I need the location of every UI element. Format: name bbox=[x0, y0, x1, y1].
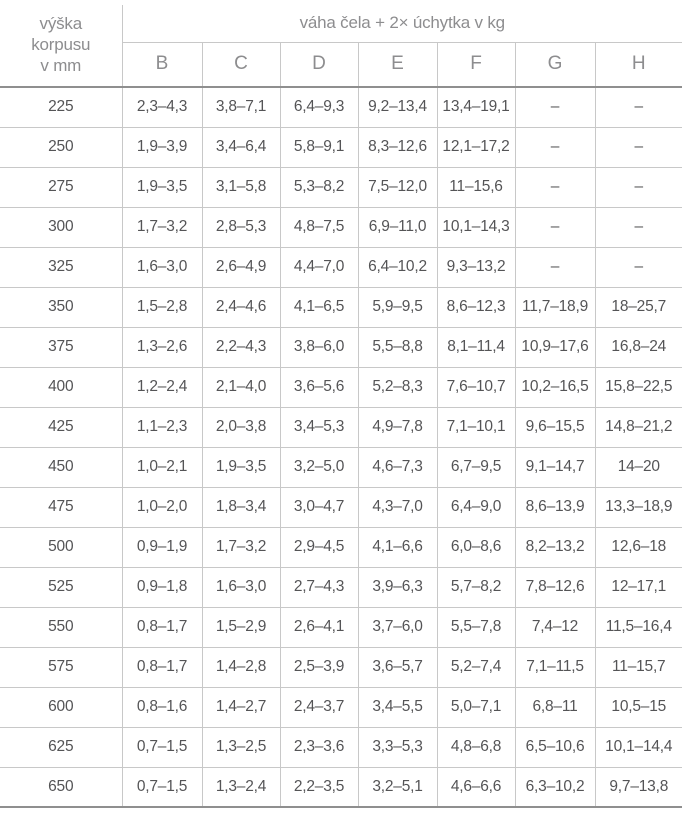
table-row bbox=[0, 287, 682, 327]
cell-225-F: 13,4–19,1 bbox=[437, 87, 515, 127]
row-header-height: 550 bbox=[0, 607, 122, 647]
cell-525-D: 2,7–4,3 bbox=[280, 567, 358, 607]
cell-475-H: 13,3–18,9 bbox=[595, 487, 682, 527]
cell-550-H: 11,5–16,4 bbox=[595, 607, 682, 647]
cell-350-F: 8,6–12,3 bbox=[437, 287, 515, 327]
cell-250-H: – bbox=[595, 127, 682, 167]
table-row bbox=[0, 527, 682, 567]
cell-250-B: 1,9–3,9 bbox=[122, 127, 202, 167]
cell-525-G: 7,8–12,6 bbox=[515, 567, 595, 607]
cell-450-C: 1,9–3,5 bbox=[202, 447, 280, 487]
cell-225-D: 6,4–9,3 bbox=[280, 87, 358, 127]
row-header-height: 400 bbox=[0, 367, 122, 407]
table-row bbox=[0, 487, 682, 527]
row-header-height: 375 bbox=[0, 327, 122, 367]
cell-350-D: 4,1–6,5 bbox=[280, 287, 358, 327]
cell-525-H: 12–17,1 bbox=[595, 567, 682, 607]
column-header-D: D bbox=[280, 42, 358, 87]
cell-475-B: 1,0–2,0 bbox=[122, 487, 202, 527]
cell-600-E: 3,4–5,5 bbox=[358, 687, 437, 727]
cell-625-F: 4,8–6,8 bbox=[437, 727, 515, 767]
cell-550-C: 1,5–2,9 bbox=[202, 607, 280, 647]
cell-400-B: 1,2–2,4 bbox=[122, 367, 202, 407]
cell-225-H: – bbox=[595, 87, 682, 127]
cell-300-F: 10,1–14,3 bbox=[437, 207, 515, 247]
cell-500-G: 8,2–13,2 bbox=[515, 527, 595, 567]
row-header-height: 225 bbox=[0, 87, 122, 127]
cell-325-B: 1,6–3,0 bbox=[122, 247, 202, 287]
cell-650-B: 0,7–1,5 bbox=[122, 767, 202, 807]
table-row bbox=[0, 367, 682, 407]
row-header-height: 450 bbox=[0, 447, 122, 487]
cell-450-D: 3,2–5,0 bbox=[280, 447, 358, 487]
cell-325-H: – bbox=[595, 247, 682, 287]
cell-500-C: 1,7–3,2 bbox=[202, 527, 280, 567]
corner-header-line: korpusu bbox=[31, 35, 91, 55]
cell-375-D: 3,8–6,0 bbox=[280, 327, 358, 367]
cell-550-F: 5,5–7,8 bbox=[437, 607, 515, 647]
cell-275-F: 11–15,6 bbox=[437, 167, 515, 207]
cell-600-C: 1,4–2,7 bbox=[202, 687, 280, 727]
cell-300-C: 2,8–5,3 bbox=[202, 207, 280, 247]
row-header-height: 275 bbox=[0, 167, 122, 207]
cell-575-C: 1,4–2,8 bbox=[202, 647, 280, 687]
cell-425-E: 4,9–7,8 bbox=[358, 407, 437, 447]
cell-350-H: 18–25,7 bbox=[595, 287, 682, 327]
cell-450-G: 9,1–14,7 bbox=[515, 447, 595, 487]
cell-650-C: 1,3–2,4 bbox=[202, 767, 280, 807]
column-header-G: G bbox=[515, 42, 595, 87]
cell-500-E: 4,1–6,6 bbox=[358, 527, 437, 567]
cell-225-E: 9,2–13,4 bbox=[358, 87, 437, 127]
table-row bbox=[0, 407, 682, 447]
cell-250-D: 5,8–9,1 bbox=[280, 127, 358, 167]
table-row bbox=[0, 727, 682, 767]
span-header-weight: váha čela + 2× úchytka v kg bbox=[122, 5, 682, 42]
row-header-height: 425 bbox=[0, 407, 122, 447]
cell-525-C: 1,6–3,0 bbox=[202, 567, 280, 607]
table-row bbox=[0, 87, 682, 127]
cell-375-G: 10,9–17,6 bbox=[515, 327, 595, 367]
table-row bbox=[0, 447, 682, 487]
cell-375-C: 2,2–4,3 bbox=[202, 327, 280, 367]
cell-575-B: 0,8–1,7 bbox=[122, 647, 202, 687]
column-header-B: B bbox=[122, 42, 202, 87]
cell-475-F: 6,4–9,0 bbox=[437, 487, 515, 527]
cell-525-E: 3,9–6,3 bbox=[358, 567, 437, 607]
cell-575-D: 2,5–3,9 bbox=[280, 647, 358, 687]
cell-400-F: 7,6–10,7 bbox=[437, 367, 515, 407]
column-header-E: E bbox=[358, 42, 437, 87]
cell-225-G: – bbox=[515, 87, 595, 127]
cell-275-G: – bbox=[515, 167, 595, 207]
cell-275-H: – bbox=[595, 167, 682, 207]
cell-400-C: 2,1–4,0 bbox=[202, 367, 280, 407]
cell-650-F: 4,6–6,6 bbox=[437, 767, 515, 807]
cell-400-D: 3,6–5,6 bbox=[280, 367, 358, 407]
cell-350-E: 5,9–9,5 bbox=[358, 287, 437, 327]
cell-400-E: 5,2–8,3 bbox=[358, 367, 437, 407]
row-header-height: 600 bbox=[0, 687, 122, 727]
cell-275-B: 1,9–3,5 bbox=[122, 167, 202, 207]
cell-475-C: 1,8–3,4 bbox=[202, 487, 280, 527]
cell-575-G: 7,1–11,5 bbox=[515, 647, 595, 687]
cell-250-E: 8,3–12,6 bbox=[358, 127, 437, 167]
cell-275-C: 3,1–5,8 bbox=[202, 167, 280, 207]
column-header-H: H bbox=[595, 42, 682, 87]
cell-225-B: 2,3–4,3 bbox=[122, 87, 202, 127]
table-row bbox=[0, 767, 682, 807]
cell-550-D: 2,6–4,1 bbox=[280, 607, 358, 647]
column-header-C: C bbox=[202, 42, 280, 87]
cell-450-H: 14–20 bbox=[595, 447, 682, 487]
cell-300-B: 1,7–3,2 bbox=[122, 207, 202, 247]
cell-425-C: 2,0–3,8 bbox=[202, 407, 280, 447]
cell-625-G: 6,5–10,6 bbox=[515, 727, 595, 767]
table-row bbox=[0, 567, 682, 607]
cell-450-B: 1,0–2,1 bbox=[122, 447, 202, 487]
cell-500-D: 2,9–4,5 bbox=[280, 527, 358, 567]
row-header-height: 575 bbox=[0, 647, 122, 687]
table-header bbox=[0, 5, 682, 87]
cell-250-C: 3,4–6,4 bbox=[202, 127, 280, 167]
cell-600-B: 0,8–1,6 bbox=[122, 687, 202, 727]
cell-525-F: 5,7–8,2 bbox=[437, 567, 515, 607]
cell-400-G: 10,2–16,5 bbox=[515, 367, 595, 407]
column-header-F: F bbox=[437, 42, 515, 87]
cell-650-G: 6,3–10,2 bbox=[515, 767, 595, 807]
cell-225-C: 3,8–7,1 bbox=[202, 87, 280, 127]
row-header-height: 625 bbox=[0, 727, 122, 767]
cell-375-B: 1,3–2,6 bbox=[122, 327, 202, 367]
cell-625-D: 2,3–3,6 bbox=[280, 727, 358, 767]
row-header-height: 500 bbox=[0, 527, 122, 567]
cell-525-B: 0,9–1,8 bbox=[122, 567, 202, 607]
table-row bbox=[0, 127, 682, 167]
table-row bbox=[0, 647, 682, 687]
row-header-height: 250 bbox=[0, 127, 122, 167]
cell-425-G: 9,6–15,5 bbox=[515, 407, 595, 447]
row-header-height: 350 bbox=[0, 287, 122, 327]
weight-spec-table bbox=[0, 5, 682, 808]
cell-275-D: 5,3–8,2 bbox=[280, 167, 358, 207]
corner-header-line: výška bbox=[39, 14, 82, 34]
cell-600-F: 5,0–7,1 bbox=[437, 687, 515, 727]
table-row bbox=[0, 327, 682, 367]
cell-300-E: 6,9–11,0 bbox=[358, 207, 437, 247]
cell-300-H: – bbox=[595, 207, 682, 247]
cell-500-B: 0,9–1,9 bbox=[122, 527, 202, 567]
table-row bbox=[0, 687, 682, 727]
cell-350-B: 1,5–2,8 bbox=[122, 287, 202, 327]
cell-425-B: 1,1–2,3 bbox=[122, 407, 202, 447]
cell-375-H: 16,8–24 bbox=[595, 327, 682, 367]
cell-250-G: – bbox=[515, 127, 595, 167]
cell-325-E: 6,4–10,2 bbox=[358, 247, 437, 287]
cell-650-H: 9,7–13,8 bbox=[595, 767, 682, 807]
cell-550-G: 7,4–12 bbox=[515, 607, 595, 647]
cell-450-E: 4,6–7,3 bbox=[358, 447, 437, 487]
cell-625-E: 3,3–5,3 bbox=[358, 727, 437, 767]
table-row bbox=[0, 607, 682, 647]
cell-375-F: 8,1–11,4 bbox=[437, 327, 515, 367]
cell-325-D: 4,4–7,0 bbox=[280, 247, 358, 287]
table-row bbox=[0, 207, 682, 247]
cell-300-D: 4,8–7,5 bbox=[280, 207, 358, 247]
cell-575-F: 5,2–7,4 bbox=[437, 647, 515, 687]
cell-650-E: 3,2–5,1 bbox=[358, 767, 437, 807]
cell-600-G: 6,8–11 bbox=[515, 687, 595, 727]
cell-325-G: – bbox=[515, 247, 595, 287]
cell-550-B: 0,8–1,7 bbox=[122, 607, 202, 647]
cell-300-G: – bbox=[515, 207, 595, 247]
corner-header-line: v mm bbox=[40, 55, 82, 75]
cell-425-D: 3,4–5,3 bbox=[280, 407, 358, 447]
cell-475-D: 3,0–4,7 bbox=[280, 487, 358, 527]
cell-575-E: 3,6–5,7 bbox=[358, 647, 437, 687]
cell-450-F: 6,7–9,5 bbox=[437, 447, 515, 487]
cell-425-H: 14,8–21,2 bbox=[595, 407, 682, 447]
cell-475-G: 8,6–13,9 bbox=[515, 487, 595, 527]
cell-500-F: 6,0–8,6 bbox=[437, 527, 515, 567]
table-body bbox=[0, 87, 682, 807]
table-row bbox=[0, 167, 682, 207]
row-header-height: 650 bbox=[0, 767, 122, 807]
cell-600-D: 2,4–3,7 bbox=[280, 687, 358, 727]
cell-575-H: 11–15,7 bbox=[595, 647, 682, 687]
cell-550-E: 3,7–6,0 bbox=[358, 607, 437, 647]
cell-600-H: 10,5–15 bbox=[595, 687, 682, 727]
cell-625-H: 10,1–14,4 bbox=[595, 727, 682, 767]
cell-425-F: 7,1–10,1 bbox=[437, 407, 515, 447]
cell-500-H: 12,6–18 bbox=[595, 527, 682, 567]
title-row bbox=[0, 5, 682, 42]
cell-625-B: 0,7–1,5 bbox=[122, 727, 202, 767]
row-header-height: 325 bbox=[0, 247, 122, 287]
cell-250-F: 12,1–17,2 bbox=[437, 127, 515, 167]
corner-header-corpus-height bbox=[0, 5, 122, 87]
cell-350-C: 2,4–4,6 bbox=[202, 287, 280, 327]
cell-400-H: 15,8–22,5 bbox=[595, 367, 682, 407]
row-header-height: 525 bbox=[0, 567, 122, 607]
cell-350-G: 11,7–18,9 bbox=[515, 287, 595, 327]
cell-275-E: 7,5–12,0 bbox=[358, 167, 437, 207]
cell-375-E: 5,5–8,8 bbox=[358, 327, 437, 367]
row-header-height: 300 bbox=[0, 207, 122, 247]
row-header-height: 475 bbox=[0, 487, 122, 527]
cell-325-F: 9,3–13,2 bbox=[437, 247, 515, 287]
cell-625-C: 1,3–2,5 bbox=[202, 727, 280, 767]
cell-475-E: 4,3–7,0 bbox=[358, 487, 437, 527]
cell-650-D: 2,2–3,5 bbox=[280, 767, 358, 807]
table-row bbox=[0, 247, 682, 287]
cell-325-C: 2,6–4,9 bbox=[202, 247, 280, 287]
